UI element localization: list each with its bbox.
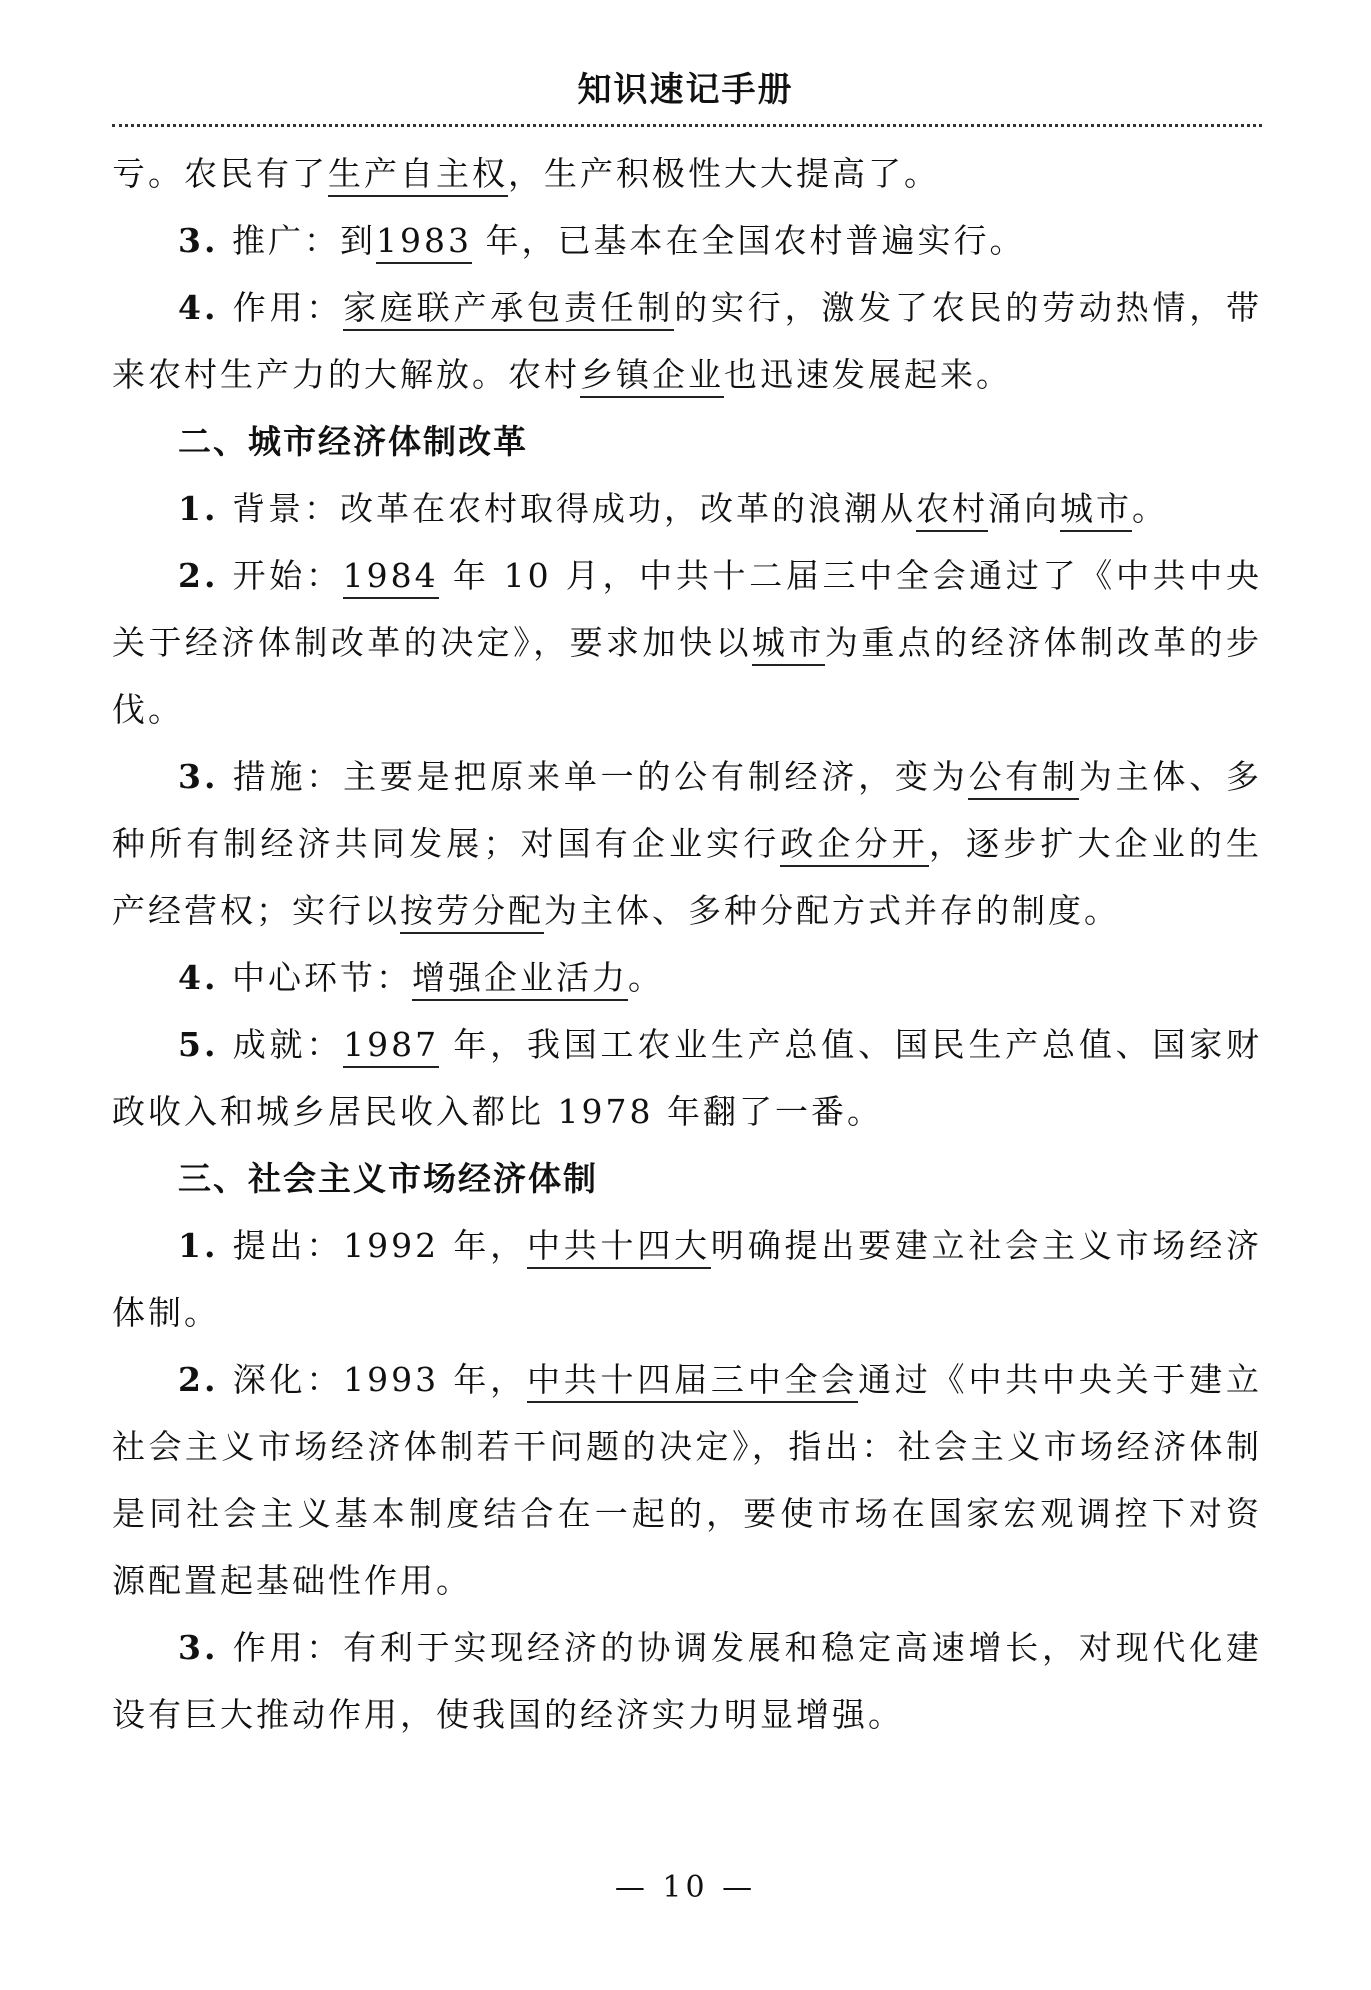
paragraph-start: 2. 开始：1984 年 10 月，中共十二届三中全会通过了《中共中央关于经济体制改革的决定》，要求加快以城市为重点的经济体制改革的步伐。 xyxy=(112,556,1263,729)
paragraph-background: 1. 背景：改革在农村取得成功，改革的浪潮从农村涌向城市。 xyxy=(112,475,1262,542)
running-header: 知识速记手册 xyxy=(577,70,794,110)
key-term: 生产自主权 xyxy=(328,154,508,197)
item-number: 3. xyxy=(178,757,219,796)
key-term: 按劳分配 xyxy=(400,891,544,934)
key-term: 城市 xyxy=(1060,489,1132,532)
paragraph-promotion: 3. 推广：到1983 年，已基本在全国农村普遍实行。 xyxy=(112,207,1262,274)
key-term: 1983 xyxy=(376,221,472,264)
key-term: 增强企业活力 xyxy=(412,958,628,1001)
paragraph-achievement: 5. 成就：1987 年，我国工农业生产总值、国民生产总值、国家财政收入和城乡居民收入都比 1978 年翻了一番。 xyxy=(112,1025,1262,1131)
key-term: 1984 xyxy=(343,556,439,599)
item-number: 2. xyxy=(178,1360,219,1399)
key-term: 1987 xyxy=(343,1025,439,1068)
paragraph-deepening: 2. 深化：1993 年，中共十四届三中全会通过《中共中央关于建立社会主义市场经济体制若干问题的决定》，指出：社会主义市场经济体制是同社会主义基本制度结合在一起的，要使市场在国家宏观调控下对资源配置起基础性作用。 xyxy=(112,1360,1262,1600)
paragraph-continuation: 亏。农民有了生产自主权，生产积极性大大提高了。 xyxy=(112,140,1262,207)
key-term: 城市 xyxy=(752,623,825,666)
item-number: 5. xyxy=(178,1025,219,1064)
item-number: 3. xyxy=(178,221,219,260)
paragraph-core-link: 4. 中心环节：增强企业活力。 xyxy=(112,944,1262,1011)
item-number: 3. xyxy=(178,1628,219,1667)
key-term: 中共十四大 xyxy=(527,1226,711,1269)
paragraph-function: 3. 作用：有利于实现经济的协调发展和稳定高速增长，对现代化建设有巨大推动作用，使我国的经济实力明显增强。 xyxy=(112,1628,1262,1734)
item-number: 4. xyxy=(178,958,219,997)
section-heading-market-economy: 三、社会主义市场经济体制 xyxy=(178,1159,598,1198)
item-number: 2. xyxy=(178,556,219,595)
key-term: 农村 xyxy=(916,489,988,532)
paragraph-measures: 3. 措施：主要是把原来单一的公有制经济，变为公有制为主体、多种所有制经济共同发展；对国有企业实行政企分开，逐步扩大企业的生产经营权；实行以按劳分配为主体、多种分配方式并存的制度。 xyxy=(112,743,1262,944)
key-term: 乡镇企业 xyxy=(580,355,724,398)
key-term: 政企分开 xyxy=(780,824,929,867)
main-content xyxy=(112,140,1262,1748)
key-term: 公有制 xyxy=(968,757,1078,800)
key-term: 中共十四届三中全会 xyxy=(527,1360,858,1403)
item-number: 4. xyxy=(178,288,219,327)
item-number: 1. xyxy=(178,1226,219,1265)
section-heading-urban-reform: 二、城市经济体制改革 xyxy=(178,422,528,461)
paragraph-effect: 4. 作用：家庭联产承包责任制的实行，激发了农民的劳动热情，带来农村生产力的大解放。农村乡镇企业也迅速发展起来。 xyxy=(112,274,1262,408)
page-number: — 10 — xyxy=(614,1870,757,1905)
item-number: 1. xyxy=(178,489,219,528)
paragraph-proposal: 1. 提出：1992 年，中共十四大明确提出要建立社会主义市场经济体制。 xyxy=(112,1226,1262,1332)
key-term: 家庭联产承包责任制 xyxy=(343,288,674,331)
header-divider xyxy=(112,124,1262,127)
